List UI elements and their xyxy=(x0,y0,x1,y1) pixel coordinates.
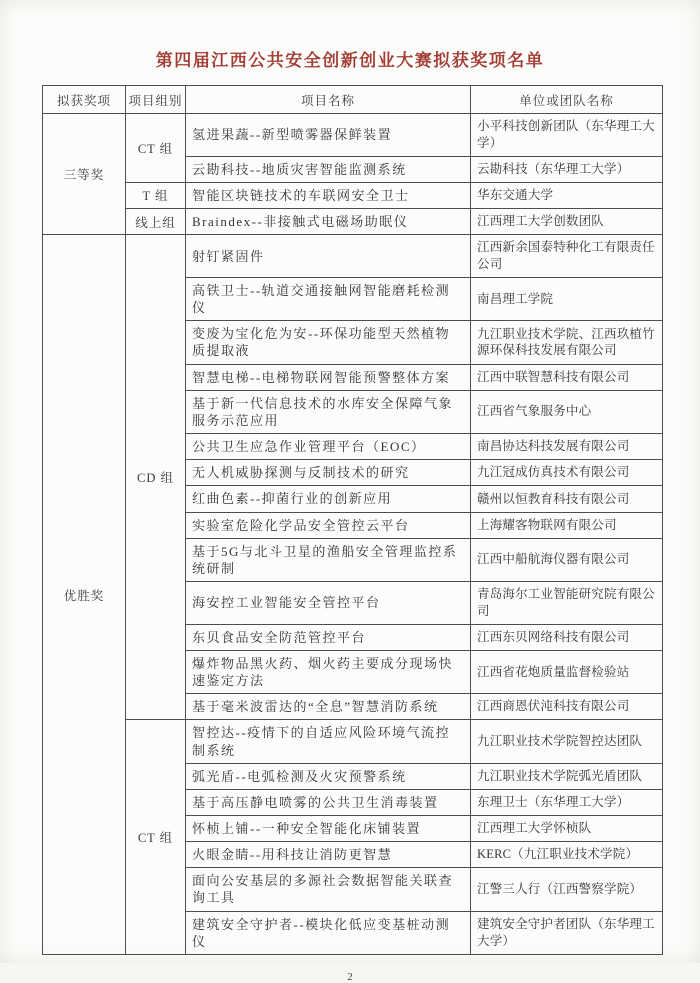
table-row xyxy=(43,720,663,763)
project-cell: 智能区块链技术的车联网安全卫士 xyxy=(186,182,471,208)
project-cell: 高铁卫士--轨道交通接触网智能磨耗检测仪 xyxy=(186,277,471,320)
group-cell: CD 组 xyxy=(126,235,186,720)
project-cell: 基于高压静电喷雾的公共卫生消毒装置 xyxy=(186,789,471,815)
header-row xyxy=(43,86,663,114)
project-cell: 智慧电梯--电梯物联网智能预警整体方案 xyxy=(186,364,471,390)
team-cell: 九江冠成仿真技术有限公司 xyxy=(471,460,663,486)
team-cell: 江警三人行（江西警察学院） xyxy=(471,868,663,911)
project-cell: 海安控工业智能安全管控平台 xyxy=(186,582,471,625)
project-cell: 云勘科技--地质灾害智能监测系统 xyxy=(186,156,471,182)
project-cell: 爆炸物品黑火药、烟火药主要成分现场快速鉴定方法 xyxy=(186,650,471,693)
header-cell-group: 项目组别 xyxy=(126,86,186,114)
header-cell-project: 项目名称 xyxy=(186,86,471,114)
header-cell-award: 拟获奖项 xyxy=(43,86,126,114)
project-cell: 面向公安基层的多源社会数据智能关联查询工具 xyxy=(186,868,471,911)
team-cell: 华东交通大学 xyxy=(471,182,663,208)
team-cell: 江西新余国泰特种化工有限责任公司 xyxy=(471,235,663,278)
team-cell: 南昌协达科技发展有限公司 xyxy=(471,434,663,460)
team-cell: 江西理工大学创数团队 xyxy=(471,209,663,235)
project-cell: 火眼金睛--用科技让消防更智慧 xyxy=(186,842,471,868)
team-cell: 江西东贝网络科技有限公司 xyxy=(471,624,663,650)
group-cell: CT 组 xyxy=(126,720,186,955)
project-cell: 弧光盾--电弧检测及火灾预警系统 xyxy=(186,763,471,789)
team-cell: 上海耀客物联网有限公司 xyxy=(471,512,663,538)
team-cell: KERC（九江职业技术学院） xyxy=(471,842,663,868)
table-row xyxy=(43,182,663,208)
team-cell: 江西商恩伏沌科技有限公司 xyxy=(471,694,663,720)
team-cell: 九江职业技术学院智控达团队 xyxy=(471,720,663,763)
project-cell: 氢进果蔬--新型喷雾器保鲜装置 xyxy=(186,114,471,157)
project-cell: 红曲色素--抑菌行业的创新应用 xyxy=(186,486,471,512)
project-cell: 公共卫生应急作业管理平台（EOC） xyxy=(186,434,471,460)
award-cell: 优胜奖 xyxy=(43,235,126,955)
header-cell-team: 单位或团队名称 xyxy=(471,86,663,114)
team-cell: 江西中船航海仪器有限公司 xyxy=(471,538,663,581)
team-cell: 江西省花炮质量监督检验站 xyxy=(471,650,663,693)
team-cell: 云勘科技（东华理工大学） xyxy=(471,156,663,182)
project-cell: 东贝食品安全防范管控平台 xyxy=(186,624,471,650)
table-row xyxy=(43,209,663,235)
team-cell: 南昌理工学院 xyxy=(471,277,663,320)
project-cell: 智控达--疫情下的自适应风险环境气流控制系统 xyxy=(186,720,471,763)
team-cell: 江西省气象服务中心 xyxy=(471,390,663,433)
team-cell: 东理卫士（东华理工大学） xyxy=(471,789,663,815)
table-row xyxy=(43,235,663,278)
awards-table-body xyxy=(43,114,663,955)
project-cell: 无人机威胁探测与反制技术的研究 xyxy=(186,460,471,486)
team-cell: 江西理工大学怀桢队 xyxy=(471,816,663,842)
project-cell: 实验室危险化学品安全管控云平台 xyxy=(186,512,471,538)
team-cell: 青岛海尔工业智能研究院有限公司 xyxy=(471,582,663,625)
team-cell: 小平科技创新团队（东华理工大学） xyxy=(471,114,663,157)
team-cell: 九江职业技术学院、江西玖植竹源环保科技发展有限公司 xyxy=(471,321,663,364)
group-cell: T 组 xyxy=(126,182,186,208)
team-cell: 江西中联智慧科技有限公司 xyxy=(471,364,663,390)
project-cell: 变废为宝化危为安--环保功能型天然植物质提取液 xyxy=(186,321,471,364)
page-title: 第四届江西公共安全创新创业大赛拟获奖项名单 xyxy=(155,51,545,70)
table-row xyxy=(43,114,663,157)
project-cell: 基于5G与北斗卫星的渔船安全管理监控系统研制 xyxy=(186,538,471,581)
project-cell: Braindex--非接触式电磁场助眠仪 xyxy=(186,209,471,235)
team-cell: 赣州以恒教育科技有限公司 xyxy=(471,486,663,512)
team-cell: 建筑安全守护者团队（东华理工大学） xyxy=(471,911,663,954)
project-cell: 怀桢上铺--一种安全智能化床铺装置 xyxy=(186,816,471,842)
awards-table-head xyxy=(43,86,663,114)
team-cell: 九江职业技术学院弧光盾团队 xyxy=(471,763,663,789)
project-cell: 基于新一代信息技术的水库安全保障气象服务示范应用 xyxy=(186,390,471,433)
group-cell: 线上组 xyxy=(126,209,186,235)
page-number: 2 xyxy=(347,970,353,983)
project-cell: 基于毫米波雷达的“全息”智慧消防系统 xyxy=(186,694,471,720)
group-cell: CT 组 xyxy=(126,114,186,183)
project-cell: 射钉紧固件 xyxy=(186,235,471,278)
awards-table xyxy=(42,85,663,955)
project-cell: 建筑安全守护者--模块化低应变基桩动测仪 xyxy=(186,911,471,954)
award-cell: 三等奖 xyxy=(43,114,126,235)
